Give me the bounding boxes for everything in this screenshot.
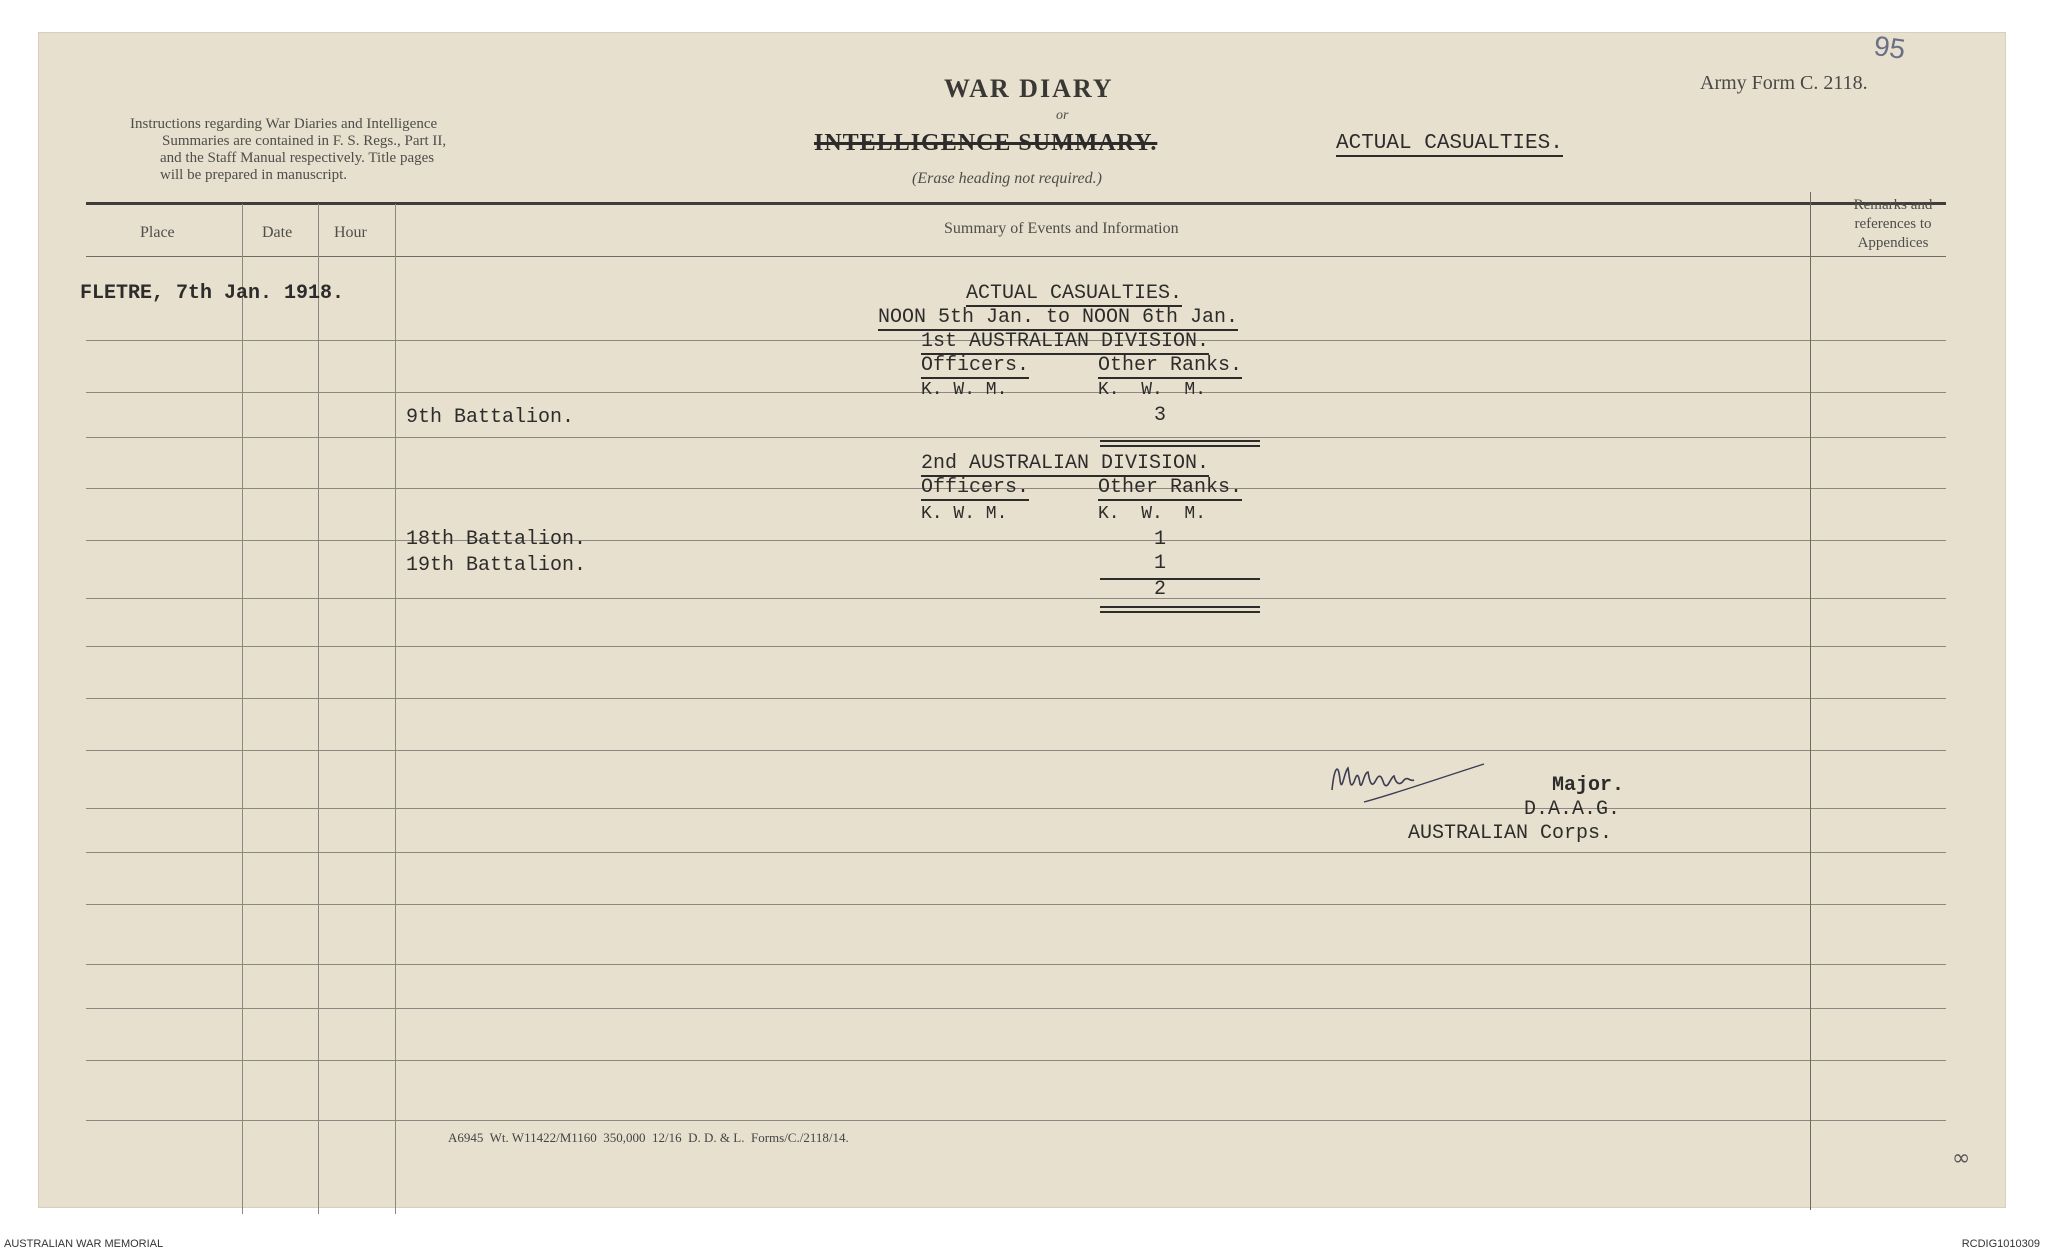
col-remarks-line-2: references to	[1854, 216, 1932, 232]
col-place: Place	[140, 224, 175, 241]
archive-label-left: AUSTRALIAN WAR MEMORIAL	[4, 1238, 164, 1250]
instructions-line-1: Instructions regarding War Diaries and Intelligence	[130, 116, 438, 132]
form-number: Army Form C. 2118.	[1700, 72, 1868, 94]
signature-unit: AUSTRALIAN Corps.	[1408, 822, 1613, 845]
div1-officers	[921, 354, 1029, 379]
div2-name-text: 2nd AUSTRALIAN DIVISION.	[921, 452, 1210, 475]
div2-other-kwm: K. W. M.	[1098, 504, 1207, 524]
div2-other-ranks-text: Other Ranks.	[1098, 476, 1243, 499]
rule	[86, 1060, 1946, 1061]
col-summary: Summary of Events and Information	[944, 220, 1179, 237]
rule	[86, 852, 1946, 853]
rule	[86, 808, 1946, 809]
page-number-stamp: 95	[1872, 29, 1908, 66]
instructions-line-3: and the Staff Manual respectively. Title pages	[160, 150, 435, 166]
rule	[86, 256, 1946, 257]
div1-name-text: 1st AUSTRALIAN DIVISION.	[921, 330, 1210, 353]
div1-total-rule	[1100, 440, 1260, 447]
div2-total: 2	[1154, 578, 1167, 601]
div1-name	[921, 330, 1209, 355]
col-divider	[1810, 192, 1811, 1210]
div2-value-18th: 1	[1154, 528, 1167, 551]
rule	[86, 750, 1946, 751]
col-divider	[242, 204, 243, 1214]
entry-period	[878, 306, 1238, 331]
rule	[86, 1120, 1946, 1121]
rule	[86, 964, 1946, 965]
rule	[86, 540, 1946, 541]
div2-total-rule	[1100, 606, 1260, 613]
div2-unit-18th: 18th Battalion.	[406, 528, 587, 551]
instructions-line-2: Summaries are contained in F. S. Regs., Part II,	[162, 133, 447, 149]
rule	[86, 437, 1946, 438]
rule	[86, 598, 1946, 599]
div2-officers-kwm: K. W. M.	[921, 504, 1008, 524]
col-divider	[395, 204, 396, 1214]
rule	[86, 392, 1946, 393]
page-title: WAR DIARY	[944, 74, 1114, 103]
rule	[86, 904, 1946, 905]
col-date: Date	[262, 224, 293, 241]
div2-subtotal-rule	[1100, 578, 1260, 580]
title-or: or	[1056, 108, 1069, 123]
div2-other-ranks	[1098, 476, 1242, 501]
div1-value-9th: 3	[1154, 404, 1167, 427]
header-rule	[86, 202, 1946, 205]
div1-other-ranks-text: Other Ranks.	[1098, 354, 1243, 377]
place-date-entry: FLETRE, 7th Jan. 1918.	[80, 282, 345, 305]
col-remarks-line-1: Remarks and	[1853, 197, 1933, 213]
erase-note: (Erase heading not required.)	[912, 170, 1102, 187]
col-divider	[318, 204, 319, 1214]
div2-officers	[921, 476, 1029, 501]
entry-heading-text: ACTUAL CASUALTIES.	[966, 282, 1183, 305]
div1-unit-9th: 9th Battalion.	[406, 406, 575, 429]
war-diary-sheet	[38, 29, 2006, 1208]
rule	[86, 1008, 1946, 1009]
struck-title: INTELLIGENCE SUMMARY.	[814, 130, 1158, 156]
col-hour: Hour	[334, 224, 367, 241]
instructions-line-4: will be prepared in manuscript.	[160, 167, 348, 183]
entry-heading	[966, 282, 1182, 307]
handwritten-signature	[1324, 750, 1494, 810]
rule	[86, 646, 1946, 647]
div2-unit-19th: 19th Battalion.	[406, 554, 587, 577]
div1-other-ranks	[1098, 354, 1242, 379]
signature-rank: Major.	[1552, 774, 1625, 797]
col-remarks-line-3: Appendices	[1857, 235, 1929, 251]
infinity-mark: ∞	[1952, 1146, 1971, 1171]
archive-label-right: RCDIG1010309	[1961, 1238, 2040, 1250]
div2-name	[921, 452, 1209, 477]
div1-officers-kwm: K. W. M.	[921, 380, 1008, 400]
typed-title	[1336, 132, 1563, 157]
col-remarks	[1838, 196, 1948, 253]
div2-officers-text: Officers.	[921, 476, 1030, 499]
div1-other-kwm: K. W. M.	[1098, 380, 1207, 400]
entry-period-text: NOON 5th Jan. to NOON 6th Jan.	[878, 306, 1239, 329]
div2-value-19th: 1	[1154, 552, 1167, 575]
typed-title-text: ACTUAL CASUALTIES.	[1336, 132, 1563, 155]
instructions-block	[130, 116, 610, 184]
div1-officers-text: Officers.	[921, 354, 1030, 377]
print-line: A6945 Wt. W11422/M1160 350,000 12/16 D. D. & L. Forms/C./2118/14.	[448, 1130, 849, 1145]
rule	[86, 698, 1946, 699]
signature-role: D.A.A.G.	[1524, 798, 1621, 821]
